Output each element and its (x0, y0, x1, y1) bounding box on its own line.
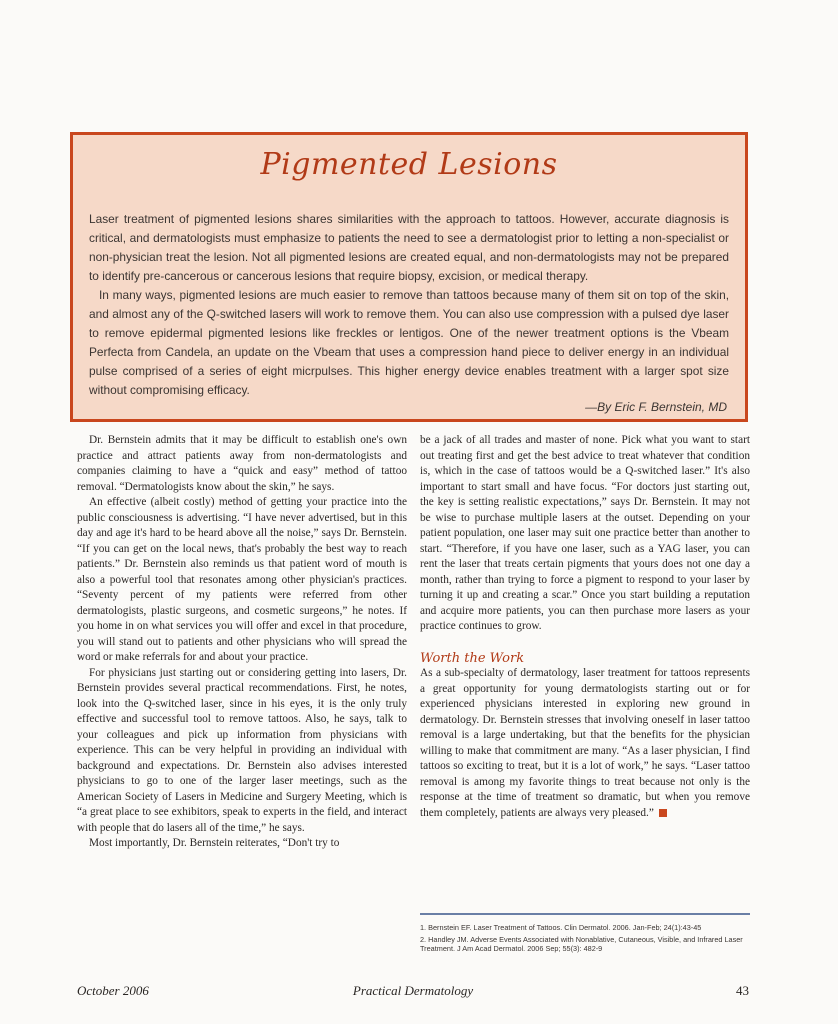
body-paragraph: Most importantly, Dr. Bernstein reiterates, “Don't try to (89, 837, 340, 849)
sidebar-title: Pigmented Lesions (260, 147, 558, 182)
sidebar-paragraph: Laser treatment of pigmented lesions shares similarities with the approach to tattoos. However, accurate diagnosis is critical, and dermatologists must emphasize to patients the need to see a dermatologist prior to letting a non-specialist or non-physician treat the lesion. Not all pigmented lesions are created equal, and non-dermatologists may not be prepared to identify pre-cancerous or cancerous lesions that require biopsy, excision, or medical therapy. (89, 212, 729, 283)
body-paragraph (420, 666, 750, 821)
body-paragraph: An effective (albeit costly) method of getting your practice into the public consciousness is advertising. “I have never advertised, but in this day and age it's hard to be heard above all the noise,” says Dr. Bernstein. “If you can get on the local news, that's probably the best way to reach patients.” Dr. Bernstein also reminds us that patient word of mouth is also a powerful tool that resonates among other physician's practices. “Seventy percent of my patients were referred from other dermatologists, plastic surgeons, and cosmetic surgeons,” he notes. If you home in on what services you will offer and excel in that procedure, you will stand out to patients and other physicians who will spread the word or make referrals for and about your practice. (77, 496, 407, 663)
footer-publication: Practical Dermatology (352, 983, 474, 998)
sidebar-body (89, 210, 729, 400)
body-paragraph: Dr. Bernstein admits that it may be difficult to establish one's own practice and attract patients away from non-dermatologists and companies claiming to have a “quick and easy” method of tattoo removal. “Dermatologists know about the skin,” he says. (77, 434, 407, 493)
left-column (77, 433, 407, 852)
sidebar-box (70, 132, 748, 422)
section-text: As a sub-specialty of dermatology, laser treatment for tattoos represents a great opportunity for young dermatologists starting out or for experienced physicians interested in exploring new ground in dermatology. Dr. Bernstein stresses that involving oneself in laser tattoo removal is a large undertaking, but that the benefits for the physician willing to make that commitment are many. “As a laser physician, I find tattoos so exciting to treat, but it is a lot of work,” he says. “Laser tattoo removal is among my favorite things to treat because not only is the response at the time of treatment so dramatic, but when you remove them completely, patients are always very pleased.” (420, 667, 750, 819)
right-column (420, 433, 750, 821)
reference-item: 1. Bernstein EF. Laser Treatment of Tattoos. Clin Dermatol. 2006. Jan-Feb; 24(1):43-45 (420, 923, 702, 932)
body-paragraph: be a jack of all trades and master of none. Pick what you want to start out treating first and get the best advice to treat whatever that condition is, which in the case of tattoos would be a Q-switched laser.” It's also important to start small and have focus. “For doctors just starting out, the key is setting realistic expectations,” says Dr. Bernstein. It may not be wise to purchase multiple lasers at the outset. Depending on your patient population, one laser may suit one practice better than another to start. “Therefore, if you have one laser, such as a YAG laser, you can rent the laser that treats certain pigments that yours does not one day a month, rather than trying to force a pigment to respond to your laser by turning it up and creating a scar.” Once you start building a reputation and acquire more patients, you can then purchase more lasers as your practice continues to grow. (420, 434, 750, 632)
page-footer (77, 983, 749, 1003)
sidebar-paragraph: In many ways, pigmented lesions are much easier to remove than tattoos because many of them sit on top of the skin, and almost any of the Q-switched lasers will work to remove them. You can also use compression with a pulsed dye laser to remove epidermal pigmented lesions like freckles or lentigos. One of the newer treatment options is the Vbeam Perfecta from Candela, an update on the Vbeam that uses a compression hand piece to deliver energy in an individual pulse comprised of a series of eight micrpulses. This higher energy device enables treatment with a larger spot size without compromising efficacy. (89, 288, 729, 397)
footer-date: October 2006 (77, 983, 149, 998)
reference-item: 2. Handley JM. Adverse Events Associated with Nonablative, Cutaneous, Visible, and Infrared Laser Treatment. J Am Acad Dermatol. 2006 Sep; 55(3): 482-9 (420, 935, 743, 954)
footer-page-number: 43 (736, 983, 749, 998)
sidebar-signature: —By Eric F. Bernstein, MD (585, 400, 727, 414)
end-mark-icon (659, 809, 667, 817)
references (420, 913, 750, 957)
section-heading: Worth the Work (420, 650, 525, 666)
body-paragraph: For physicians just starting out or considering getting into lasers, Dr. Bernstein provides several practical recommendations. First, he notes, look into the Q-switched laser, since in his eyes, it is the only truly effective and successful tool to remove tattoos. Also, he says, talk to your colleagues and pick up information from physicians with experience. This can be very helpful in providing an individual with background and expectations. Dr. Bernstein also advises interested physicians to go to one of the larger laser meetings, such as the American Society of Lasers in Medicine and Surgery Meeting, which is “a great place to see exhibitors, speak to experts in the field, and interact with people that do lasers all of the time,” he says. (77, 666, 407, 834)
